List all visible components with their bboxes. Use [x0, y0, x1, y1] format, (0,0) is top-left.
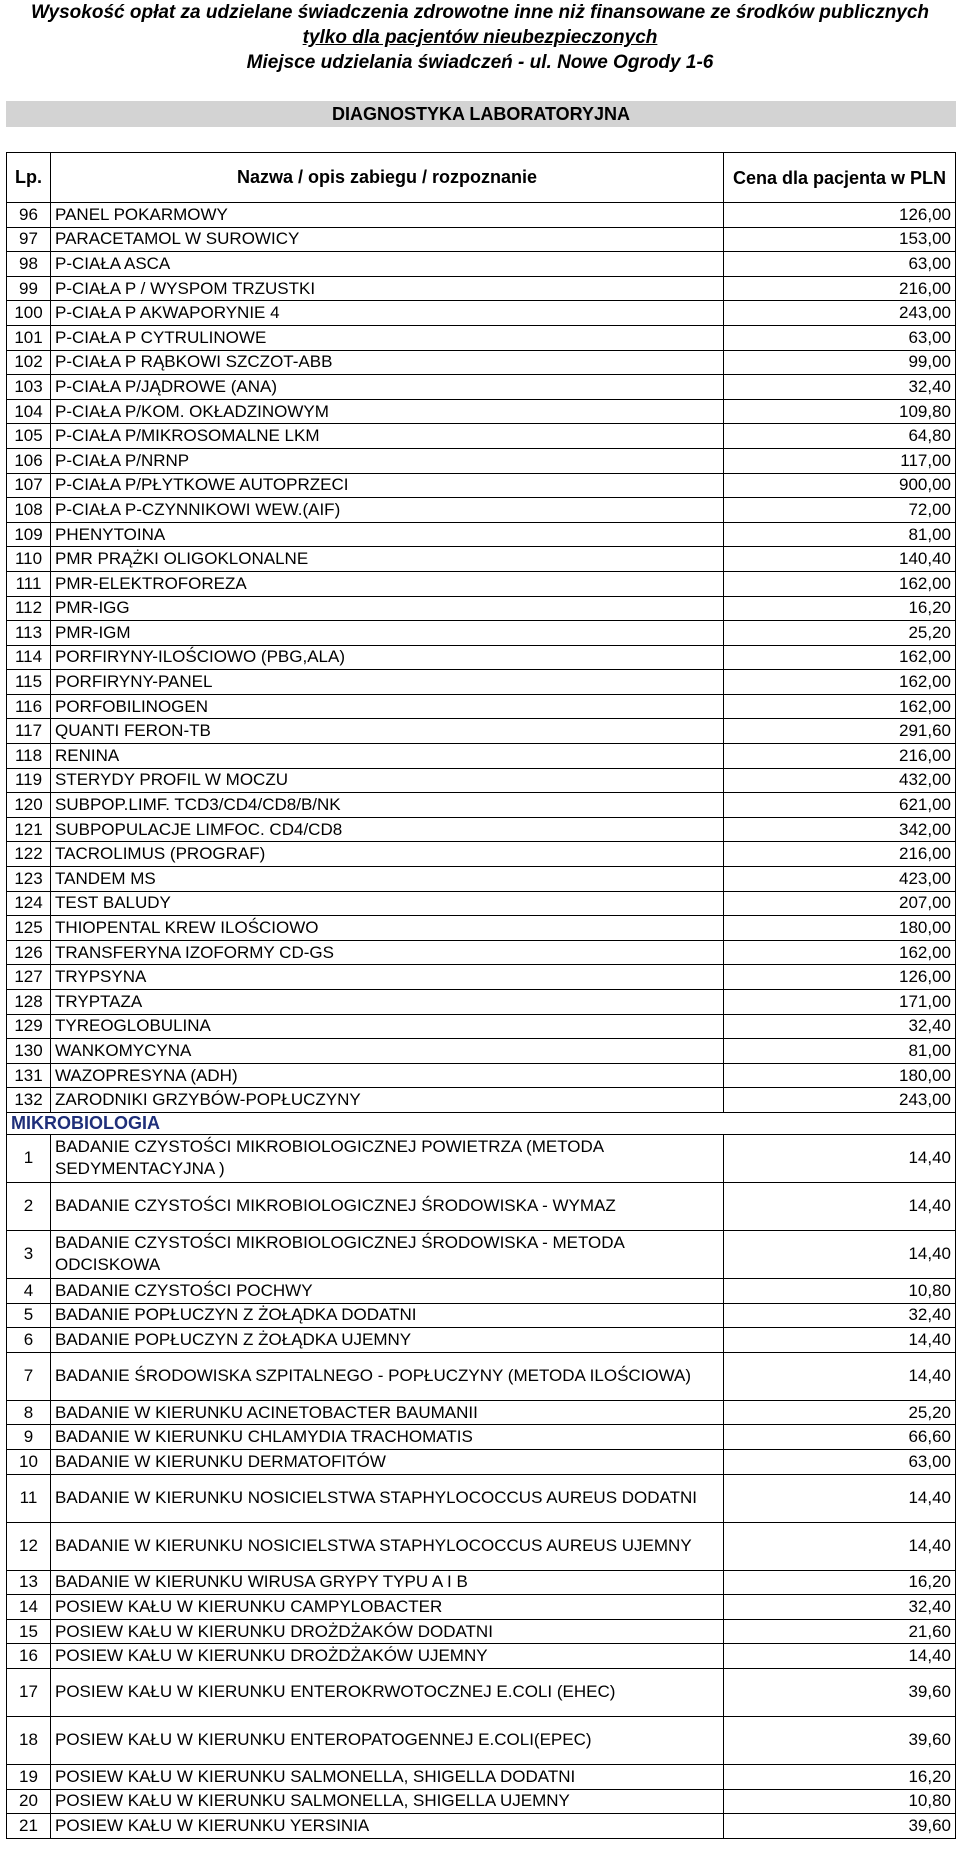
row-price: 21,60	[724, 1619, 956, 1644]
table-row	[7, 940, 956, 965]
row-lp: 98	[7, 252, 51, 277]
row-name: WANKOMYCYNA	[51, 1039, 724, 1064]
row-name: PMR-IGG	[51, 596, 724, 621]
row-lp: 96	[7, 203, 51, 228]
table-row	[7, 498, 956, 523]
row-price: 39,60	[724, 1668, 956, 1716]
table-row	[7, 1668, 956, 1716]
row-price: 14,40	[724, 1644, 956, 1669]
row-lp: 124	[7, 891, 51, 916]
table-row	[7, 1352, 956, 1400]
row-price: 109,80	[724, 399, 956, 424]
table-row	[7, 867, 956, 892]
row-name: BADANIE CZYSTOŚCI MIKROBIOLOGICZNEJ ŚRODOWISKA - METODA ODCISKOWA	[51, 1230, 724, 1278]
row-lp: 7	[7, 1352, 51, 1400]
table-row	[7, 547, 956, 572]
table-row	[7, 1063, 956, 1088]
row-price: 16,20	[724, 1570, 956, 1595]
table-row	[7, 1134, 956, 1182]
row-lp: 19	[7, 1764, 51, 1789]
document-header	[0, 0, 960, 75]
table-row	[7, 1570, 956, 1595]
row-name: POSIEW KAŁU W KIERUNKU YERSINIA	[51, 1814, 724, 1839]
table-row	[7, 1400, 956, 1425]
row-lp: 116	[7, 694, 51, 719]
table-row	[7, 965, 956, 990]
row-lp: 118	[7, 744, 51, 769]
row-lp: 121	[7, 817, 51, 842]
row-name: PARACETAMOL W SUROWICY	[51, 227, 724, 252]
table-row	[7, 1789, 956, 1814]
row-price: 81,00	[724, 1039, 956, 1064]
table-row	[7, 1619, 956, 1644]
row-lp: 3	[7, 1230, 51, 1278]
row-lp: 105	[7, 424, 51, 449]
row-lp: 101	[7, 325, 51, 350]
row-price: 162,00	[724, 670, 956, 695]
row-lp: 129	[7, 1014, 51, 1039]
row-name: P-CIAŁA P/PŁYTKOWE AUTOPRZECI	[51, 473, 724, 498]
row-price: 66,60	[724, 1425, 956, 1450]
row-lp: 18	[7, 1716, 51, 1764]
table-row	[7, 375, 956, 400]
row-price: 117,00	[724, 448, 956, 473]
column-header-price: Cena dla pacjenta w PLN	[724, 153, 956, 203]
row-lp: 97	[7, 227, 51, 252]
row-lp: 14	[7, 1595, 51, 1620]
row-name: SUBPOPULACJE LIMFOC. CD4/CD8	[51, 817, 724, 842]
row-lp: 131	[7, 1063, 51, 1088]
row-price: 14,40	[724, 1522, 956, 1570]
row-name: P-CIAŁA P/MIKROSOMALNE LKM	[51, 424, 724, 449]
table-row	[7, 448, 956, 473]
row-price: 162,00	[724, 645, 956, 670]
row-lp: 104	[7, 399, 51, 424]
row-name: POSIEW KAŁU W KIERUNKU SALMONELLA, SHIGELLA UJEMNY	[51, 1789, 724, 1814]
row-lp: 13	[7, 1570, 51, 1595]
row-lp: 17	[7, 1668, 51, 1716]
table-row	[7, 1449, 956, 1474]
row-name: SUBPOP.LIMF. TCD3/CD4/CD8/B/NK	[51, 793, 724, 818]
row-price: 180,00	[724, 1063, 956, 1088]
column-header-name: Nazwa / opis zabiegu / rozpoznanie	[51, 153, 724, 203]
row-name: PORFOBILINOGEN	[51, 694, 724, 719]
row-name: PORFIRYNY-PANEL	[51, 670, 724, 695]
table-row	[7, 817, 956, 842]
row-name: WAZOPRESYNA (ADH)	[51, 1063, 724, 1088]
row-name: POSIEW KAŁU W KIERUNKU ENTEROPATOGENNEJ E.COLI(EPEC)	[51, 1716, 724, 1764]
row-lp: 106	[7, 448, 51, 473]
row-name: POSIEW KAŁU W KIERUNKU SALMONELLA, SHIGELLA DODATNI	[51, 1764, 724, 1789]
row-name: P-CIAŁA P/KOM. OKŁADZINOWYM	[51, 399, 724, 424]
table-row	[7, 694, 956, 719]
row-name: STERYDY PROFIL W MOCZU	[51, 768, 724, 793]
row-price: 162,00	[724, 694, 956, 719]
table-row	[7, 252, 956, 277]
row-lp: 21	[7, 1814, 51, 1839]
row-price: 99,00	[724, 350, 956, 375]
row-lp: 102	[7, 350, 51, 375]
row-price: 243,00	[724, 301, 956, 326]
table-row	[7, 793, 956, 818]
table-row	[7, 1595, 956, 1620]
row-name: TEST BALUDY	[51, 891, 724, 916]
row-price: 291,60	[724, 719, 956, 744]
table-row	[7, 768, 956, 793]
table-row	[7, 1522, 956, 1570]
header-location: Miejsce udzielania świadczeń - ul. Nowe Ogrody 1-6	[246, 52, 714, 73]
table-row	[7, 891, 956, 916]
row-lp: 122	[7, 842, 51, 867]
row-name: TRANSFERYNA IZOFORMY CD-GS	[51, 940, 724, 965]
row-price: 14,40	[724, 1352, 956, 1400]
row-price: 423,00	[724, 867, 956, 892]
table-row	[7, 916, 956, 941]
table-row	[7, 1303, 956, 1328]
row-name: BADANIE W KIERUNKU NOSICIELSTWA STAPHYLOCOCCUS AUREUS UJEMNY	[51, 1522, 724, 1570]
row-price: 39,60	[724, 1814, 956, 1839]
table-row	[7, 670, 956, 695]
table-row	[7, 842, 956, 867]
row-price: 621,00	[724, 793, 956, 818]
row-name: POSIEW KAŁU W KIERUNKU DROŻDŻAKÓW DODATNI	[51, 1619, 724, 1644]
row-price: 16,20	[724, 1764, 956, 1789]
row-price: 25,20	[724, 1400, 956, 1425]
row-name: BADANIE POPŁUCZYN Z ŻOŁĄDKA DODATNI	[51, 1303, 724, 1328]
price-table	[6, 152, 956, 1839]
row-lp: 114	[7, 645, 51, 670]
row-name: THIOPENTAL KREW ILOŚCIOWO	[51, 916, 724, 941]
row-name: TYREOGLOBULINA	[51, 1014, 724, 1039]
row-name: ZARODNIKI GRZYBÓW-POPŁUCZYNY	[51, 1088, 724, 1113]
row-lp: 2	[7, 1182, 51, 1230]
row-lp: 9	[7, 1425, 51, 1450]
row-name: POSIEW KAŁU W KIERUNKU ENTEROKRWOTOCZNEJ E.COLI (EHEC)	[51, 1668, 724, 1716]
table-row	[7, 399, 956, 424]
table-row	[7, 1814, 956, 1839]
row-price: 140,40	[724, 547, 956, 572]
row-lp: 12	[7, 1522, 51, 1570]
table-row	[7, 203, 956, 228]
row-price: 10,80	[724, 1278, 956, 1303]
table-row	[7, 522, 956, 547]
row-price: 63,00	[724, 252, 956, 277]
row-price: 32,40	[724, 1595, 956, 1620]
row-name: P-CIAŁA P RĄBKOWI SZCZOT-ABB	[51, 350, 724, 375]
row-name: TRYPSYNA	[51, 965, 724, 990]
row-price: 32,40	[724, 1014, 956, 1039]
row-name: PORFIRYNY-ILOŚCIOWO (PBG,ALA)	[51, 645, 724, 670]
row-name: P-CIAŁA ASCA	[51, 252, 724, 277]
row-name: TACROLIMUS (PROGRAF)	[51, 842, 724, 867]
table-row	[7, 596, 956, 621]
row-lp: 119	[7, 768, 51, 793]
row-name: P-CIAŁA P / WYSPOM TRZUSTKI	[51, 276, 724, 301]
micro-rows	[7, 1134, 956, 1838]
row-lp: 15	[7, 1619, 51, 1644]
row-price: 126,00	[724, 965, 956, 990]
table-row	[7, 990, 956, 1015]
row-name: PMR-IGM	[51, 621, 724, 646]
row-price: 14,40	[724, 1230, 956, 1278]
row-lp: 107	[7, 473, 51, 498]
row-lp: 4	[7, 1278, 51, 1303]
row-price: 342,00	[724, 817, 956, 842]
column-header-lp: Lp.	[7, 153, 51, 203]
row-name: BADANIE W KIERUNKU ACINETOBACTER BAUMANII	[51, 1400, 724, 1425]
row-lp: 115	[7, 670, 51, 695]
table-row	[7, 1278, 956, 1303]
row-lp: 112	[7, 596, 51, 621]
table-row	[7, 1425, 956, 1450]
table-row	[7, 571, 956, 596]
row-price: 16,20	[724, 596, 956, 621]
table-row	[7, 1764, 956, 1789]
row-lp: 125	[7, 916, 51, 941]
row-name: P-CIAŁA P AKWAPORYNIE 4	[51, 301, 724, 326]
row-lp: 11	[7, 1474, 51, 1522]
row-lp: 113	[7, 621, 51, 646]
row-name: QUANTI FERON-TB	[51, 719, 724, 744]
row-price: 216,00	[724, 744, 956, 769]
table-row	[7, 1230, 956, 1278]
row-price: 216,00	[724, 842, 956, 867]
row-name: BADANIE W KIERUNKU NOSICIELSTWA STAPHYLOCOCCUS AUREUS DODATNI	[51, 1474, 724, 1522]
table-row	[7, 350, 956, 375]
row-price: 162,00	[724, 571, 956, 596]
table-row	[7, 645, 956, 670]
lab-rows	[7, 203, 956, 1113]
row-name: P-CIAŁA P-CZYNNIKOWI WEW.(AIF)	[51, 498, 724, 523]
row-lp: 103	[7, 375, 51, 400]
row-price: 81,00	[724, 522, 956, 547]
row-name: TRYPTAZA	[51, 990, 724, 1015]
row-price: 32,40	[724, 1303, 956, 1328]
row-name: PHENYTOINA	[51, 522, 724, 547]
row-name: POSIEW KAŁU W KIERUNKU CAMPYLOBACTER	[51, 1595, 724, 1620]
row-lp: 8	[7, 1400, 51, 1425]
row-lp: 109	[7, 522, 51, 547]
row-price: 162,00	[724, 940, 956, 965]
table-row	[7, 276, 956, 301]
table-row	[7, 1716, 956, 1764]
row-lp: 20	[7, 1789, 51, 1814]
row-name: P-CIAŁA P/JĄDROWE (ANA)	[51, 375, 724, 400]
row-price: 432,00	[724, 768, 956, 793]
table-row	[7, 1644, 956, 1669]
row-name: P-CIAŁA P CYTRULINOWE	[51, 325, 724, 350]
micro-subsection	[7, 1112, 956, 1134]
row-name: BADANIE ŚRODOWISKA SZPITALNEGO - POPŁUCZYNY (METODA ILOŚCIOWA)	[51, 1352, 724, 1400]
row-name: PANEL POKARMOWY	[51, 203, 724, 228]
row-lp: 110	[7, 547, 51, 572]
row-price: 14,40	[724, 1328, 956, 1353]
row-lp: 120	[7, 793, 51, 818]
row-name: PMR-ELEKTROFOREZA	[51, 571, 724, 596]
row-price: 25,20	[724, 621, 956, 646]
row-price: 900,00	[724, 473, 956, 498]
row-price: 14,40	[724, 1474, 956, 1522]
table-row	[7, 1014, 956, 1039]
row-name: PMR PRĄŻKI OLIGOKLONALNE	[51, 547, 724, 572]
row-lp: 99	[7, 276, 51, 301]
row-lp: 132	[7, 1088, 51, 1113]
row-price: 72,00	[724, 498, 956, 523]
row-price: 32,40	[724, 375, 956, 400]
row-lp: 6	[7, 1328, 51, 1353]
row-price: 14,40	[724, 1134, 956, 1182]
table-row	[7, 621, 956, 646]
row-name: BADANIE CZYSTOŚCI MIKROBIOLOGICZNEJ POWIETRZA (METODA SEDYMENTACYJNA )	[51, 1134, 724, 1182]
header-title: Wysokość opłat za udzielane świadczenia zdrowotne inne niż finansowane ze środków publicznych	[30, 2, 930, 23]
row-lp: 127	[7, 965, 51, 990]
row-price: 10,80	[724, 1789, 956, 1814]
row-name: BADANIE W KIERUNKU CHLAMYDIA TRACHOMATIS	[51, 1425, 724, 1450]
section-title: DIAGNOSTYKA LABORATORYJNA	[6, 101, 956, 127]
row-name: RENINA	[51, 744, 724, 769]
row-price: 216,00	[724, 276, 956, 301]
table-row	[7, 1039, 956, 1064]
row-price: 153,00	[724, 227, 956, 252]
table-row	[7, 227, 956, 252]
row-name: TANDEM MS	[51, 867, 724, 892]
row-lp: 128	[7, 990, 51, 1015]
row-lp: 1	[7, 1134, 51, 1182]
row-lp: 130	[7, 1039, 51, 1064]
row-name: BADANIE W KIERUNKU WIRUSA GRYPY TYPU A I B	[51, 1570, 724, 1595]
table-row	[7, 301, 956, 326]
table-row	[7, 744, 956, 769]
header-subtitle: tylko dla pacjentów nieubezpieczonych	[302, 27, 658, 48]
table-row	[7, 719, 956, 744]
subsection-title: MIKROBIOLOGIA	[7, 1112, 956, 1134]
row-name: BADANIE CZYSTOŚCI MIKROBIOLOGICZNEJ ŚRODOWISKA - WYMAZ	[51, 1182, 724, 1230]
row-price: 126,00	[724, 203, 956, 228]
row-name: BADANIE W KIERUNKU DERMATOFITÓW	[51, 1449, 724, 1474]
row-name: POSIEW KAŁU W KIERUNKU DROŻDŻAKÓW UJEMNY	[51, 1644, 724, 1669]
row-lp: 5	[7, 1303, 51, 1328]
row-price: 14,40	[724, 1182, 956, 1230]
row-lp: 123	[7, 867, 51, 892]
row-price: 63,00	[724, 1449, 956, 1474]
row-name: P-CIAŁA P/NRNP	[51, 448, 724, 473]
row-lp: 100	[7, 301, 51, 326]
table-row	[7, 1328, 956, 1353]
row-price: 39,60	[724, 1716, 956, 1764]
row-price: 180,00	[724, 916, 956, 941]
row-price: 64,80	[724, 424, 956, 449]
table-row	[7, 325, 956, 350]
row-lp: 111	[7, 571, 51, 596]
row-price: 243,00	[724, 1088, 956, 1113]
table-row	[7, 424, 956, 449]
row-lp: 16	[7, 1644, 51, 1669]
row-price: 171,00	[724, 990, 956, 1015]
row-lp: 108	[7, 498, 51, 523]
table-row	[7, 1088, 956, 1113]
table-row	[7, 473, 956, 498]
row-name: BADANIE CZYSTOŚCI POCHWY	[51, 1278, 724, 1303]
row-name: BADANIE POPŁUCZYN Z ŻOŁĄDKA UJEMNY	[51, 1328, 724, 1353]
row-lp: 126	[7, 940, 51, 965]
row-price: 63,00	[724, 325, 956, 350]
row-lp: 117	[7, 719, 51, 744]
table-row	[7, 1182, 956, 1230]
table-header-row	[7, 153, 956, 203]
row-price: 207,00	[724, 891, 956, 916]
row-lp: 10	[7, 1449, 51, 1474]
table-row	[7, 1474, 956, 1522]
